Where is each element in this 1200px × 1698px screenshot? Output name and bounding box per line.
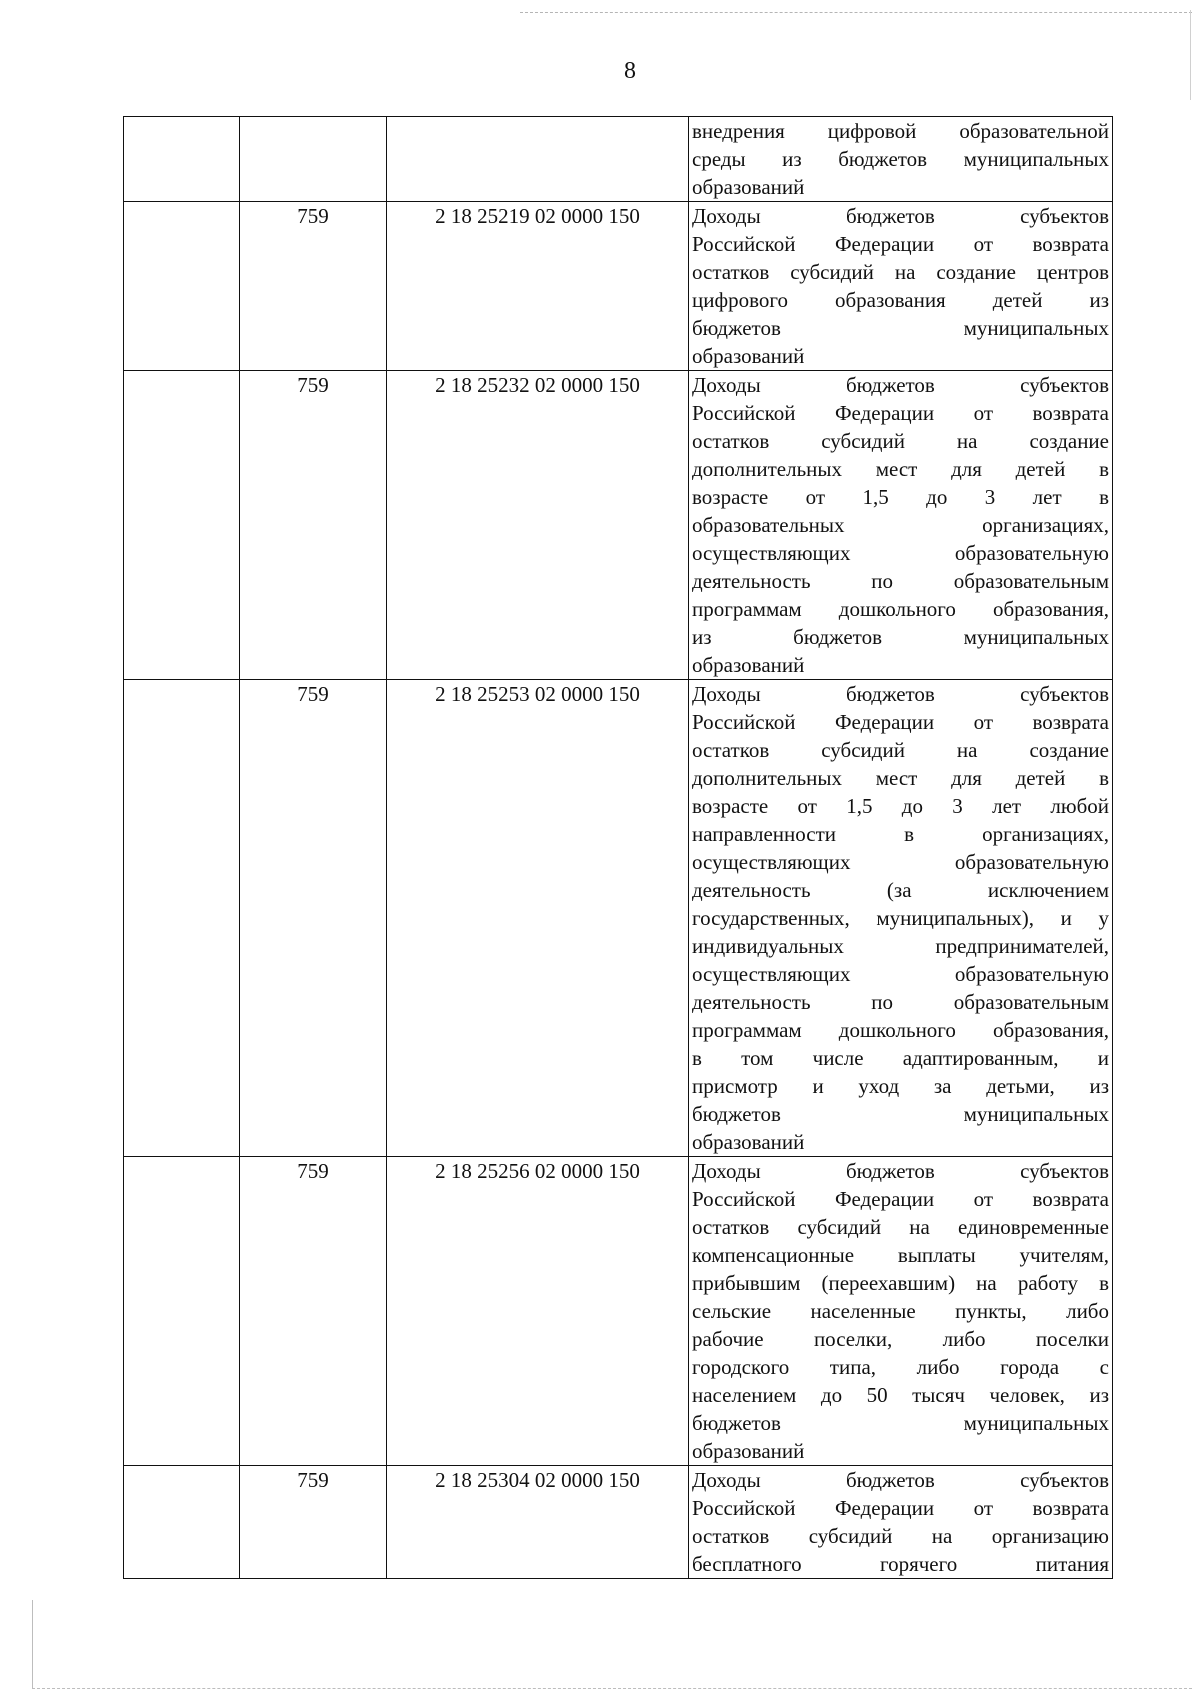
revenue-name-line: деятельность по образовательным (692, 990, 1109, 1014)
revenue-name-line: сельские населенные пункты, либо (692, 1299, 1109, 1323)
revenue-name-line: осуществляющих образовательную (692, 541, 1109, 565)
revenue-name-line: образований (692, 344, 805, 368)
revenue-name-line: образований (692, 1130, 805, 1154)
admin-code-cell: 759 (240, 1157, 387, 1466)
revenue-name-cell (689, 202, 1113, 371)
budget-classification-code-cell: 2 18 25219 02 0000 150 (387, 202, 689, 371)
budget-classification-code-cell: 2 18 25232 02 0000 150 (387, 371, 689, 680)
revenue-name-line: остатков субсидий на создание центров (692, 260, 1109, 284)
revenue-name-line: Доходы бюджетов субъектов (692, 682, 1109, 706)
revenue-name-line: остатков субсидий на создание (692, 738, 1109, 762)
revenue-name-cell (689, 1466, 1113, 1579)
revenue-name-line: среды из бюджетов муниципальных (692, 147, 1109, 171)
revenue-name-line: возрасте от 1,5 до 3 лет любой (692, 794, 1109, 818)
empty-cell (124, 202, 240, 371)
revenue-name-line: компенсационные выплаты учителям, (692, 1243, 1109, 1267)
revenue-name-line: бюджетов муниципальных (692, 1411, 1109, 1435)
revenue-name-line: возрасте от 1,5 до 3 лет в (692, 485, 1109, 509)
admin-code-cell: 759 (240, 202, 387, 371)
revenue-name-line: индивидуальных предпринимателей, (692, 934, 1109, 958)
admin-code-cell: 759 (240, 680, 387, 1157)
table-row (124, 1157, 1113, 1466)
revenue-name-line: присмотр и уход за детьми, из (692, 1074, 1109, 1098)
budget-codes-table (123, 116, 1113, 1579)
admin-code-cell: 759 (240, 1466, 387, 1579)
revenue-name-line: Российской Федерации от возврата (692, 1496, 1109, 1520)
empty-cell (124, 117, 240, 202)
table-row (124, 202, 1113, 371)
revenue-name-line: деятельность (за исключением (692, 878, 1109, 902)
revenue-name-line: Доходы бюджетов субъектов (692, 1159, 1109, 1183)
budget-classification-code-cell: 2 18 25304 02 0000 150 (387, 1466, 689, 1579)
revenue-name-line: Доходы бюджетов субъектов (692, 373, 1109, 397)
table-row (124, 1466, 1113, 1579)
budget-classification-code-cell (387, 117, 689, 202)
revenue-name-line: в том числе адаптированным, и (692, 1046, 1109, 1070)
revenue-name-line: Российской Федерации от возврата (692, 232, 1109, 256)
table-row (124, 117, 1113, 202)
revenue-name-line: остатков субсидий на единовременные (692, 1215, 1109, 1239)
revenue-name-line: дополнительных мест для детей в (692, 457, 1109, 481)
revenue-name-line: деятельность по образовательным (692, 569, 1109, 593)
revenue-name-line: государственных, муниципальных), и у (692, 906, 1109, 930)
table-body (124, 117, 1113, 1579)
empty-cell (124, 1157, 240, 1466)
revenue-name-line: Доходы бюджетов субъектов (692, 1468, 1109, 1492)
revenue-name-line: рабочие поселки, либо поселки (692, 1327, 1109, 1351)
page-number: 8 (624, 58, 636, 84)
revenue-name-line: городского типа, либо города с (692, 1355, 1109, 1379)
budget-classification-code-cell: 2 18 25256 02 0000 150 (387, 1157, 689, 1466)
revenue-name-line: населением до 50 тысяч человек, из (692, 1383, 1109, 1407)
revenue-name-line: дополнительных мест для детей в (692, 766, 1109, 790)
revenue-name-line: образовательных организациях, (692, 513, 1109, 537)
revenue-name-line: направленности в организациях, (692, 822, 1109, 846)
admin-code-cell: 759 (240, 371, 387, 680)
revenue-name-cell (689, 117, 1113, 202)
revenue-name-line: остатков субсидий на создание (692, 429, 1109, 453)
revenue-name-line: из бюджетов муниципальных (692, 625, 1109, 649)
scan-artifact-bottom (32, 1688, 1192, 1689)
table-row (124, 680, 1113, 1157)
revenue-name-line: образований (692, 653, 805, 677)
scan-artifact-left (32, 1600, 33, 1688)
revenue-name-cell (689, 371, 1113, 680)
revenue-name-line: Доходы бюджетов субъектов (692, 204, 1109, 228)
revenue-name-line: прибывшим (переехавшим) на работу в (692, 1271, 1109, 1295)
revenue-name-line: Российской Федерации от возврата (692, 401, 1109, 425)
revenue-name-line: внедрения цифровой образовательной (692, 119, 1109, 143)
empty-cell (124, 1466, 240, 1579)
empty-cell (124, 371, 240, 680)
revenue-name-line: Российской Федерации от возврата (692, 1187, 1109, 1211)
revenue-name-line: программам дошкольного образования, (692, 597, 1109, 621)
budget-classification-code-cell: 2 18 25253 02 0000 150 (387, 680, 689, 1157)
revenue-name-line: бесплатного горячего питания (692, 1552, 1109, 1576)
revenue-name-line: осуществляющих образовательную (692, 962, 1109, 986)
revenue-name-cell (689, 1157, 1113, 1466)
revenue-name-line: осуществляющих образовательную (692, 850, 1109, 874)
admin-code-cell (240, 117, 387, 202)
revenue-name-cell (689, 680, 1113, 1157)
revenue-name-line: Российской Федерации от возврата (692, 710, 1109, 734)
revenue-name-line: образований (692, 175, 805, 199)
revenue-name-line: образований (692, 1439, 805, 1463)
empty-cell (124, 680, 240, 1157)
scan-artifact-right (1190, 10, 1191, 100)
revenue-name-line: бюджетов муниципальных (692, 1102, 1109, 1126)
revenue-name-line: цифрового образования детей из (692, 288, 1109, 312)
table-row (124, 371, 1113, 680)
revenue-name-line: программам дошкольного образования, (692, 1018, 1109, 1042)
revenue-name-line: бюджетов муниципальных (692, 316, 1109, 340)
revenue-name-line: остатков субсидий на организацию (692, 1524, 1109, 1548)
scan-artifact-top (520, 12, 1192, 13)
